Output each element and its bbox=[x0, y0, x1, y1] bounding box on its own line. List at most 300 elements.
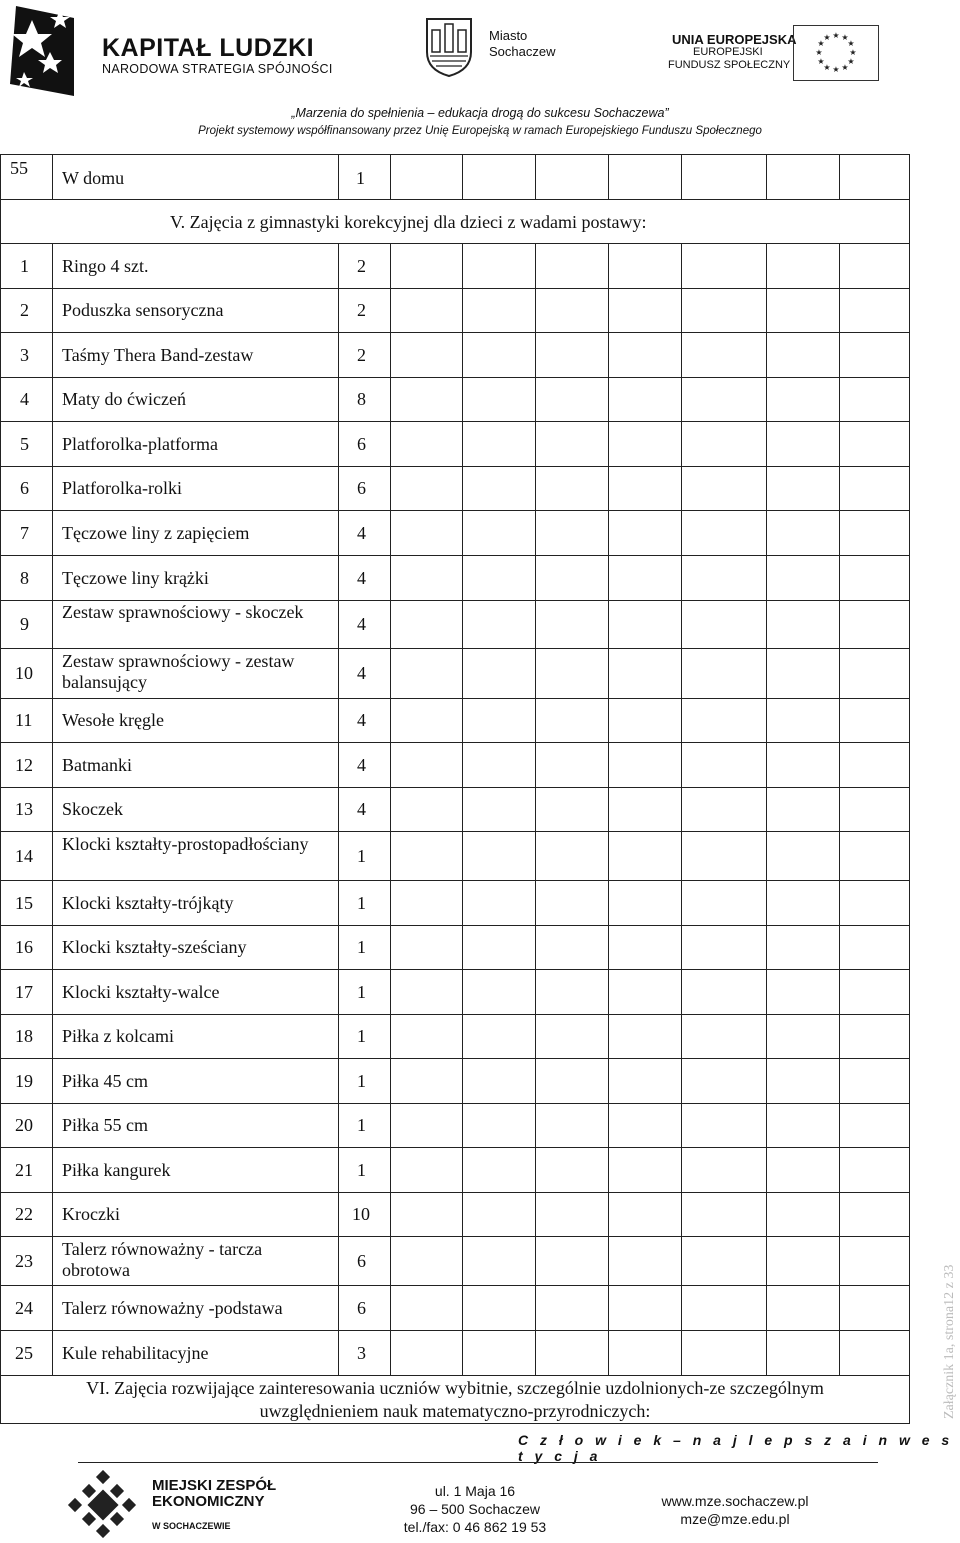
table-column-divider bbox=[681, 969, 682, 1014]
top-row-name: W domu bbox=[62, 168, 125, 188]
table-column-divider bbox=[681, 555, 682, 600]
table-column-divider bbox=[766, 648, 767, 698]
table-row-divider bbox=[0, 698, 910, 699]
table-left-border bbox=[0, 154, 1, 1424]
table-row-divider bbox=[0, 742, 910, 743]
table-column-divider bbox=[535, 648, 536, 698]
table-column-divider bbox=[766, 1014, 767, 1058]
table-column-divider bbox=[338, 1285, 339, 1330]
table-column-divider bbox=[52, 288, 53, 332]
svg-text:★: ★ bbox=[815, 48, 823, 57]
table-column-divider bbox=[338, 600, 339, 648]
table-column-divider bbox=[52, 742, 53, 787]
table-row-divider bbox=[0, 1236, 910, 1237]
table-column-divider bbox=[681, 421, 682, 466]
table-column-divider bbox=[462, 288, 463, 332]
table-column-divider bbox=[338, 1058, 339, 1103]
table-column-divider bbox=[52, 787, 53, 831]
school-name-line2: EKONOMICZNY bbox=[152, 1493, 265, 1510]
table-column-divider bbox=[390, 377, 391, 421]
row-item-name: Poduszka sensoryczna bbox=[62, 300, 224, 320]
table-column-divider bbox=[535, 1147, 536, 1192]
table-column-divider bbox=[338, 1014, 339, 1058]
table-row-divider bbox=[0, 1330, 910, 1331]
table-column-divider bbox=[390, 1236, 391, 1285]
table-column-divider bbox=[766, 1103, 767, 1147]
row-number: 23 bbox=[15, 1250, 33, 1271]
kapital-ludzki-logo bbox=[10, 4, 76, 96]
row-quantity: 2 bbox=[357, 300, 366, 320]
table-column-divider bbox=[462, 1236, 463, 1285]
table-column-divider bbox=[608, 1236, 609, 1285]
table-column-divider bbox=[462, 1103, 463, 1147]
table-column-divider bbox=[52, 332, 53, 377]
table-column-divider bbox=[681, 1014, 682, 1058]
table-column-divider bbox=[338, 421, 339, 466]
row-quantity: 1 bbox=[357, 845, 366, 866]
table-column-divider bbox=[766, 1147, 767, 1192]
table-column-divider bbox=[390, 421, 391, 466]
table-column-divider bbox=[608, 377, 609, 421]
table-column-divider bbox=[608, 510, 609, 555]
table-column-divider bbox=[839, 1058, 840, 1103]
table-column-divider bbox=[535, 377, 536, 421]
table-column-divider bbox=[535, 555, 536, 600]
kapital-ludzki-title: KAPITAŁ LUDZKI bbox=[102, 34, 315, 62]
table-column-divider bbox=[462, 648, 463, 698]
table-column-divider bbox=[839, 1192, 840, 1236]
table-column-divider bbox=[839, 1147, 840, 1192]
row-number: 7 bbox=[20, 522, 29, 543]
row-quantity: 6 bbox=[357, 433, 366, 454]
table-column-divider bbox=[390, 1147, 391, 1192]
table-column-divider bbox=[390, 243, 391, 288]
table-column-divider bbox=[608, 1103, 609, 1147]
table-column-divider bbox=[52, 377, 53, 421]
table-column-divider bbox=[535, 969, 536, 1014]
top-row-qty: 1 bbox=[356, 168, 365, 188]
row-quantity: 6 bbox=[357, 478, 366, 498]
school-name bbox=[152, 1478, 276, 1510]
table-column-divider bbox=[535, 1103, 536, 1147]
table-column-divider bbox=[766, 600, 767, 648]
table-column-divider bbox=[52, 1192, 53, 1236]
row-number: 6 bbox=[20, 478, 29, 498]
kapital-ludzki-subtitle: NARODOWA STRATEGIA SPÓJNOŚCI bbox=[102, 62, 333, 76]
row-quantity: 6 bbox=[357, 1250, 366, 1271]
table-column-divider bbox=[839, 1236, 840, 1285]
row-number: 1 bbox=[20, 255, 29, 276]
table-column-divider bbox=[52, 154, 53, 199]
table-column-divider bbox=[338, 288, 339, 332]
table-column-divider bbox=[462, 831, 463, 880]
row-item-name: Tęczowe liny krążki bbox=[62, 567, 209, 588]
table-column-divider bbox=[839, 555, 840, 600]
table-column-divider bbox=[462, 1014, 463, 1058]
school-contact bbox=[630, 1492, 840, 1528]
table-column-divider bbox=[462, 243, 463, 288]
table-column-divider bbox=[608, 1330, 609, 1375]
email-link[interactable]: mze@mze.edu.pl bbox=[680, 1511, 790, 1527]
table-column-divider bbox=[462, 1147, 463, 1192]
table-column-divider bbox=[766, 925, 767, 969]
row-number: 18 bbox=[15, 1026, 33, 1046]
row-item-name: Piłka z kolcami bbox=[62, 1026, 174, 1046]
row-number: 9 bbox=[20, 614, 29, 634]
city-label-line2: Sochaczew bbox=[489, 44, 556, 59]
table-column-divider bbox=[338, 742, 339, 787]
table-column-divider bbox=[766, 154, 767, 199]
table-row-divider bbox=[0, 969, 910, 970]
table-column-divider bbox=[839, 969, 840, 1014]
table-column-divider bbox=[535, 288, 536, 332]
table-column-divider bbox=[338, 1103, 339, 1147]
table-row-divider bbox=[0, 648, 910, 649]
row-number: 24 bbox=[15, 1297, 33, 1318]
row-quantity: 1 bbox=[357, 1026, 366, 1046]
table-column-divider bbox=[52, 969, 53, 1014]
row-number: 2 bbox=[20, 300, 29, 320]
table-column-divider bbox=[766, 243, 767, 288]
row-item-name: Kroczki bbox=[62, 1204, 120, 1224]
table-column-divider bbox=[681, 925, 682, 969]
table-column-divider bbox=[608, 1058, 609, 1103]
table-column-divider bbox=[338, 154, 339, 199]
table-column-divider bbox=[338, 466, 339, 510]
row-quantity: 3 bbox=[357, 1342, 366, 1363]
table-column-divider bbox=[390, 787, 391, 831]
table-column-divider bbox=[839, 742, 840, 787]
table-column-divider bbox=[608, 1147, 609, 1192]
row-number: 17 bbox=[15, 981, 33, 1002]
row-item-name: Zestaw sprawnościowy - zestaw balansujący bbox=[62, 651, 295, 692]
row-number: 22 bbox=[15, 1204, 33, 1224]
address-line1: ul. 1 Maja 16 bbox=[434, 1483, 516, 1499]
table-column-divider bbox=[681, 600, 682, 648]
table-column-divider bbox=[535, 421, 536, 466]
row-number: 3 bbox=[20, 344, 29, 365]
row-quantity: 4 bbox=[357, 754, 366, 775]
row-quantity: 4 bbox=[357, 799, 366, 819]
row-number: 21 bbox=[15, 1159, 33, 1180]
table-column-divider bbox=[462, 742, 463, 787]
table-column-divider bbox=[608, 925, 609, 969]
row-number: 14 bbox=[15, 845, 33, 866]
table-column-divider bbox=[462, 600, 463, 648]
table-column-divider bbox=[839, 648, 840, 698]
table-column-divider bbox=[535, 742, 536, 787]
table-column-divider bbox=[462, 421, 463, 466]
table-column-divider bbox=[766, 555, 767, 600]
row-item-name: Skoczek bbox=[62, 799, 123, 819]
table-column-divider bbox=[608, 288, 609, 332]
table-column-divider bbox=[608, 466, 609, 510]
website-link[interactable]: www.mze.sochaczew.pl bbox=[661, 1493, 809, 1509]
table-column-divider bbox=[462, 1285, 463, 1330]
table-column-divider bbox=[390, 1103, 391, 1147]
table-column-divider bbox=[766, 880, 767, 925]
table-column-divider bbox=[52, 1330, 53, 1375]
address-line3: tel./fax: 0 46 862 19 53 bbox=[403, 1519, 547, 1535]
row-quantity: 4 bbox=[357, 663, 366, 683]
table-column-divider bbox=[608, 600, 609, 648]
row-item-name: Piłka kangurek bbox=[62, 1159, 171, 1180]
svg-text:★: ★ bbox=[841, 63, 849, 72]
table-row-divider bbox=[0, 1147, 910, 1148]
row-number: 19 bbox=[15, 1070, 33, 1091]
table-column-divider bbox=[839, 600, 840, 648]
table-column-divider bbox=[535, 510, 536, 555]
side-page-note: Załącznik 1a, strona12 z 33 bbox=[942, 1264, 957, 1419]
table-column-divider bbox=[608, 555, 609, 600]
table-column-divider bbox=[390, 1014, 391, 1058]
table-column-divider bbox=[766, 742, 767, 787]
table-column-divider bbox=[839, 787, 840, 831]
table-column-divider bbox=[766, 698, 767, 742]
table-column-divider bbox=[390, 969, 391, 1014]
table-column-divider bbox=[839, 510, 840, 555]
row-number: 13 bbox=[15, 799, 33, 819]
table-column-divider bbox=[462, 377, 463, 421]
section-v-heading: V. Zajęcia z gimnastyki korekcyjnej dla dzieci z wadami postawy: bbox=[170, 212, 647, 232]
table-column-divider bbox=[338, 969, 339, 1014]
table-column-divider bbox=[535, 1236, 536, 1285]
table-row-divider bbox=[0, 332, 910, 333]
table-column-divider bbox=[390, 1285, 391, 1330]
table-column-divider bbox=[462, 787, 463, 831]
table-column-divider bbox=[535, 1330, 536, 1375]
table-row-divider bbox=[0, 243, 910, 244]
table-column-divider bbox=[52, 555, 53, 600]
table-column-divider bbox=[338, 243, 339, 288]
table-column-divider bbox=[338, 831, 339, 880]
table-column-divider bbox=[338, 648, 339, 698]
top-row-number: 55 bbox=[10, 158, 28, 178]
mze-logo-icon bbox=[66, 1470, 138, 1538]
row-number: 11 bbox=[15, 710, 33, 730]
table-column-divider bbox=[681, 831, 682, 880]
table-column-divider bbox=[52, 510, 53, 555]
table-column-divider bbox=[839, 288, 840, 332]
table-column-divider bbox=[52, 1285, 53, 1330]
row-quantity: 6 bbox=[357, 1297, 366, 1318]
row-number: 15 bbox=[15, 892, 33, 913]
row-quantity: 1 bbox=[357, 1159, 366, 1180]
table-column-divider bbox=[839, 377, 840, 421]
table-column-divider bbox=[390, 648, 391, 698]
table-column-divider bbox=[681, 466, 682, 510]
row-item-name: Klocki kształty-sześciany bbox=[62, 937, 247, 957]
table-column-divider bbox=[766, 377, 767, 421]
table-column-divider bbox=[681, 648, 682, 698]
table-row-divider bbox=[0, 925, 910, 926]
table-column-divider bbox=[462, 466, 463, 510]
row-item-name: Zestaw sprawnościowy - skoczek bbox=[62, 602, 304, 622]
table-column-divider bbox=[338, 332, 339, 377]
table-row-divider bbox=[0, 1103, 910, 1104]
row-number: 4 bbox=[20, 389, 29, 409]
table-column-divider bbox=[681, 1147, 682, 1192]
table-column-divider bbox=[681, 1192, 682, 1236]
table-column-divider bbox=[839, 1285, 840, 1330]
row-quantity: 1 bbox=[357, 937, 366, 957]
table-column-divider bbox=[52, 698, 53, 742]
row-quantity: 4 bbox=[357, 710, 366, 730]
table-column-divider bbox=[535, 831, 536, 880]
table-row-divider bbox=[0, 199, 910, 200]
table-column-divider bbox=[390, 1330, 391, 1375]
table-column-divider bbox=[608, 332, 609, 377]
row-item-name: Platforolka-platforma bbox=[62, 433, 218, 454]
table-column-divider bbox=[390, 1192, 391, 1236]
table-row-divider bbox=[0, 466, 910, 467]
footer-divider bbox=[78, 1462, 878, 1463]
table-row-divider bbox=[0, 880, 910, 881]
row-item-name: Batmanki bbox=[62, 754, 132, 775]
table-row-divider bbox=[0, 1375, 910, 1376]
svg-text:★: ★ bbox=[817, 57, 825, 66]
row-item-name: Wesołe kręgle bbox=[62, 710, 165, 730]
table-column-divider bbox=[608, 787, 609, 831]
table-column-divider bbox=[462, 925, 463, 969]
eu-flag-icon bbox=[793, 25, 879, 81]
table-row-divider bbox=[0, 377, 910, 378]
svg-text:★: ★ bbox=[847, 39, 855, 48]
table-column-divider bbox=[52, 1103, 53, 1147]
table-column-divider bbox=[52, 831, 53, 880]
project-title: „Marzenia do spełnienia – edukacja drogą do sukcesu Sochaczewa” bbox=[291, 106, 669, 120]
svg-text:★: ★ bbox=[823, 63, 831, 72]
row-item-name: Ringo 4 szt. bbox=[62, 255, 149, 276]
table-column-divider bbox=[390, 880, 391, 925]
table-row-divider bbox=[0, 787, 910, 788]
row-quantity: 2 bbox=[357, 344, 366, 365]
table-column-divider bbox=[839, 880, 840, 925]
svg-text:★: ★ bbox=[832, 65, 840, 74]
svg-text:★: ★ bbox=[817, 39, 825, 48]
row-item-name: Klocki kształty-trójkąty bbox=[62, 892, 234, 913]
table-column-divider bbox=[535, 243, 536, 288]
table-column-divider bbox=[839, 1014, 840, 1058]
table-column-divider bbox=[462, 332, 463, 377]
table-column-divider bbox=[462, 698, 463, 742]
table-column-divider bbox=[390, 332, 391, 377]
table-column-divider bbox=[766, 1330, 767, 1375]
table-column-divider bbox=[766, 332, 767, 377]
table-column-divider bbox=[52, 243, 53, 288]
table-column-divider bbox=[681, 1330, 682, 1375]
table-column-divider bbox=[681, 787, 682, 831]
row-item-name: Talerz równoważny - tarcza obrotowa bbox=[62, 1238, 263, 1280]
table-column-divider bbox=[462, 555, 463, 600]
table-column-divider bbox=[390, 698, 391, 742]
table-column-divider bbox=[608, 742, 609, 787]
row-number: 20 bbox=[15, 1115, 33, 1135]
table-column-divider bbox=[766, 1285, 767, 1330]
table-column-divider bbox=[338, 555, 339, 600]
table-column-divider bbox=[338, 1147, 339, 1192]
table-column-divider bbox=[52, 880, 53, 925]
table-column-divider bbox=[608, 1192, 609, 1236]
table-column-divider bbox=[608, 243, 609, 288]
row-quantity: 10 bbox=[352, 1204, 370, 1224]
city-label-line1: Miasto bbox=[489, 28, 528, 43]
table-column-divider bbox=[608, 154, 609, 199]
table-column-divider bbox=[390, 510, 391, 555]
school-name-line3: W SOCHACZEWIE bbox=[152, 1521, 231, 1531]
table-column-divider bbox=[766, 969, 767, 1014]
table-column-divider bbox=[681, 288, 682, 332]
row-number: 12 bbox=[15, 754, 33, 775]
table-row-divider bbox=[0, 1192, 910, 1193]
svg-text:★: ★ bbox=[841, 33, 849, 42]
table-column-divider bbox=[608, 648, 609, 698]
table-column-divider bbox=[608, 831, 609, 880]
table-row-divider bbox=[0, 421, 910, 422]
table-column-divider bbox=[390, 831, 391, 880]
table-row-divider bbox=[0, 1014, 910, 1015]
table-column-divider bbox=[681, 1285, 682, 1330]
row-item-name: Platforolka-rolki bbox=[62, 478, 182, 498]
table-column-divider bbox=[839, 1330, 840, 1375]
table-column-divider bbox=[681, 1236, 682, 1285]
table-row-divider bbox=[0, 600, 910, 601]
row-quantity: 2 bbox=[357, 255, 366, 276]
table-column-divider bbox=[462, 1058, 463, 1103]
table-column-divider bbox=[766, 1192, 767, 1236]
motto: C z ł o w i e k – n a j l e p s z a i n w e s t y c j a bbox=[518, 1432, 954, 1464]
table-column-divider bbox=[52, 1236, 53, 1285]
row-item-name: Kule rehabilitacyjne bbox=[62, 1342, 209, 1363]
table-column-divider bbox=[839, 154, 840, 199]
svg-text:★: ★ bbox=[849, 48, 857, 57]
table-row-divider bbox=[0, 1285, 910, 1286]
table-column-divider bbox=[462, 1192, 463, 1236]
table-column-divider bbox=[839, 698, 840, 742]
eu-label-line1: UNIA EUROPEJSKA bbox=[672, 32, 797, 47]
table-column-divider bbox=[535, 332, 536, 377]
row-number: 25 bbox=[15, 1342, 33, 1363]
table-column-divider bbox=[390, 154, 391, 199]
table-column-divider bbox=[839, 831, 840, 880]
row-quantity: 4 bbox=[357, 567, 366, 588]
table-column-divider bbox=[390, 742, 391, 787]
table-column-divider bbox=[681, 243, 682, 288]
section-vi-heading-line1: VI. Zajęcia rozwijające zainteresowania uczniów wybitnie, szczególnie uzdolnionych-ze szczególnym bbox=[86, 1378, 824, 1398]
table-column-divider bbox=[52, 648, 53, 698]
table-column-divider bbox=[535, 1285, 536, 1330]
table-row-divider bbox=[0, 831, 910, 832]
table-column-divider bbox=[839, 925, 840, 969]
row-item-name: Piłka 45 cm bbox=[62, 1070, 148, 1091]
row-quantity: 1 bbox=[357, 1115, 366, 1135]
row-quantity: 4 bbox=[357, 522, 366, 543]
row-item-name: Taśmy Thera Band-zestaw bbox=[62, 344, 254, 365]
table-row-divider bbox=[0, 510, 910, 511]
table-column-divider bbox=[608, 880, 609, 925]
row-quantity: 1 bbox=[357, 1070, 366, 1091]
table-column-divider bbox=[338, 377, 339, 421]
table-column-divider bbox=[535, 1058, 536, 1103]
school-address bbox=[380, 1482, 570, 1536]
table-column-divider bbox=[608, 1014, 609, 1058]
table-column-divider bbox=[338, 1192, 339, 1236]
table-column-divider bbox=[535, 600, 536, 648]
table-column-divider bbox=[52, 421, 53, 466]
table-column-divider bbox=[338, 1330, 339, 1375]
table-column-divider bbox=[390, 555, 391, 600]
table-column-divider bbox=[766, 1236, 767, 1285]
